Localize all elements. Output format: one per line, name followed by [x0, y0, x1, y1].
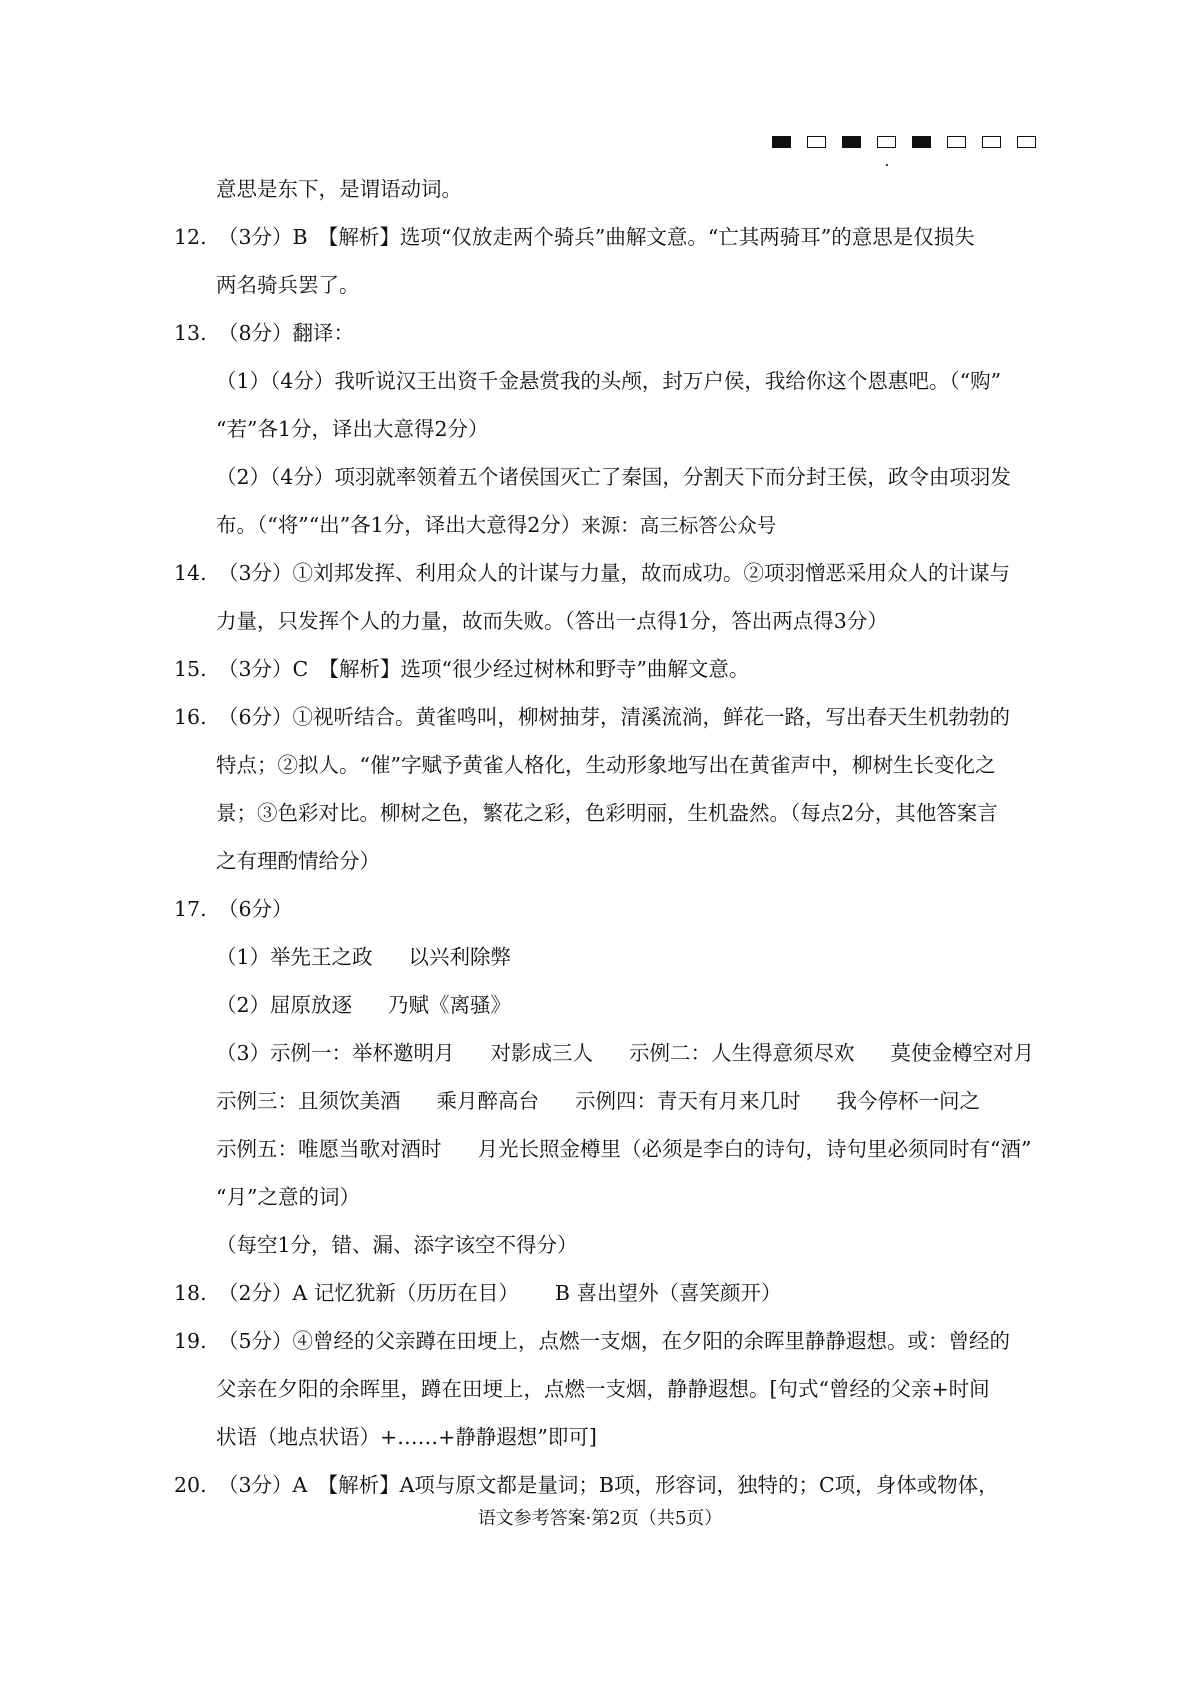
answer-text — [218, 1461, 999, 1509]
source-note: 来源：高三标答公众号 — [581, 514, 777, 537]
question-number: 17. — [174, 897, 207, 921]
answer-sentence: 状语（地点状语）+……+静静遐想”即可] — [216, 1425, 597, 1449]
answer-line — [0, 549, 1200, 597]
answer-sentence: 之有理酌情给分） — [216, 849, 380, 873]
answer-part: 乃赋《离骚》 — [388, 993, 512, 1017]
answer-text — [216, 1365, 990, 1413]
header-mark-empty — [1017, 136, 1036, 148]
answer-line — [0, 357, 1200, 405]
answer-line — [0, 981, 1200, 1029]
page-footer: 语文参考答案·第2页（共5页） — [477, 1508, 723, 1529]
answer-text — [216, 741, 995, 789]
answer-text — [216, 405, 489, 453]
header-mark-empty — [807, 136, 826, 148]
answer-text — [216, 453, 1011, 501]
answer-line — [0, 1221, 1200, 1269]
answer-text — [216, 789, 998, 837]
answer-sentence: 布。（“将”“出”各1分，译出大意得2分） — [216, 513, 582, 537]
answer-text — [218, 1317, 1010, 1365]
question-number: 16. — [174, 705, 207, 729]
answer-sentence: （5分）④曾经的父亲蹲在田埂上，点燃一支烟，在夕阳的余晖里静静遐想。或：曾经的 — [218, 1329, 1011, 1353]
answer-text — [216, 981, 511, 1029]
answer-line — [0, 741, 1200, 789]
header-mark-filled — [772, 136, 791, 148]
answer-line — [0, 1269, 1200, 1317]
answer-sentence: 力量，只发挥个人的力量，故而失败。（答出一点得1分，答出两点得3分） — [216, 609, 888, 633]
header-marks — [772, 136, 1052, 148]
answer-line — [0, 1317, 1200, 1365]
answer-sentence: 意思是东下，是谓语动词。 — [216, 177, 462, 201]
question-number: 19. — [174, 1329, 207, 1353]
answer-sentence: （3分）B 【解析】选项“仅放走两个骑兵”曲解文意。“亡其两骑耳”的意思是仅损失 — [218, 225, 975, 249]
answer-part: B 喜出望外（喜笑颜开） — [554, 1281, 782, 1305]
answer-text — [216, 1173, 360, 1221]
answer-line — [0, 693, 1200, 741]
answer-line — [0, 1077, 1200, 1125]
answer-part: （2分）A 记忆犹新（历历在目） — [218, 1281, 519, 1305]
answer-part: （3）示例一：举杯邀明月 — [216, 1041, 455, 1065]
question-number: 20. — [174, 1473, 207, 1497]
answer-sentence: “月”之意的词） — [216, 1185, 360, 1209]
answer-text — [218, 309, 354, 357]
answer-sentence: “若”各1分，译出大意得2分） — [216, 417, 489, 441]
answer-line — [0, 1125, 1200, 1173]
answer-line — [0, 1365, 1200, 1413]
question-number: 14. — [174, 561, 207, 585]
answer-part: 我今停杯一问之 — [836, 1089, 980, 1113]
answer-sentence: （3分）A 【解析】A项与原文都是量词；B项，形容词，独特的；C项，身体或物体， — [218, 1473, 999, 1497]
header-mark-empty — [877, 136, 896, 148]
answer-line — [0, 213, 1200, 261]
answer-text — [216, 165, 462, 213]
answer-line — [0, 933, 1200, 981]
question-number: 13. — [174, 321, 207, 345]
answer-line — [0, 645, 1200, 693]
answer-sentence: 两名骑兵罢了。 — [216, 273, 360, 297]
answer-text — [216, 501, 776, 550]
answer-text — [218, 693, 1010, 741]
answer-sentence: （1）（4分）我听说汉王出资千金悬赏我的头颅，封万户侯，我给你这个恩惠吧。（“购” — [216, 369, 1002, 393]
answer-sentence: 特点；②拟人。“催”字赋予黄雀人格化，生动形象地写出在黄雀声中，柳树生长变化之 — [216, 753, 996, 777]
header-mark-filled — [912, 136, 931, 148]
answer-text — [216, 837, 380, 885]
answer-text — [216, 933, 511, 981]
answer-line — [0, 789, 1200, 837]
answer-line — [0, 309, 1200, 357]
header-mark-empty — [947, 136, 966, 148]
answer-line — [0, 597, 1200, 645]
answer-sentence: （6分） — [218, 897, 293, 921]
answer-part: 示例三：且须饮美酒 — [216, 1089, 401, 1113]
answer-line — [0, 885, 1200, 933]
answer-sentence: （3分）①刘邦发挥、利用众人的计谋与力量，故而成功。②项羽憎恶采用众人的计谋与 — [218, 561, 1011, 585]
answer-part: 乘月醉高台 — [436, 1089, 539, 1113]
answer-text — [216, 1125, 1031, 1173]
answer-line — [0, 1461, 1200, 1509]
answer-line — [0, 1413, 1200, 1461]
answer-line — [0, 165, 1200, 213]
answer-line — [0, 501, 1200, 549]
answer-line — [0, 453, 1200, 501]
answer-sentence: （每空1分，错、漏、添字该空不得分） — [216, 1233, 578, 1257]
answer-text — [216, 1077, 980, 1125]
answer-text — [216, 597, 888, 645]
answer-text — [218, 645, 749, 693]
answer-line — [0, 1029, 1200, 1077]
answer-sentence: （8分）翻译： — [218, 321, 355, 345]
answer-text — [216, 1221, 578, 1269]
question-number: 18. — [174, 1281, 207, 1305]
answer-part: （2）屈原放逐 — [216, 993, 353, 1017]
answer-text — [218, 549, 1010, 597]
answer-sentence: 景；③色彩对比。柳树之色，繁花之彩，色彩明丽，生机盎然。（每点2分，其他答案言 — [216, 801, 998, 825]
answer-text — [216, 357, 1001, 405]
answer-line — [0, 1173, 1200, 1221]
answer-sentence: 父亲在夕阳的余晖里，蹲在田埂上，点燃一支烟，静静遐想。[句式“曾经的父亲+时间 — [216, 1377, 990, 1401]
answer-text — [218, 213, 975, 261]
question-number: 12. — [174, 225, 207, 249]
answer-sentence: （3分）C 【解析】选项“很少经过树林和野寺”曲解文意。 — [218, 657, 750, 681]
answer-sentence: （2）（4分）项羽就率领着五个诸侯国灭亡了秦国，分割天下而分封王侯，政令由项羽发 — [216, 465, 1011, 489]
answer-content — [0, 165, 1200, 1509]
question-number: 15. — [174, 657, 207, 681]
answer-text — [216, 261, 360, 309]
answer-text — [216, 1029, 1034, 1077]
answer-part: 以兴利除弊 — [408, 945, 512, 969]
header-mark-empty — [982, 136, 1001, 148]
answer-sentence: （6分）①视听结合。黄雀鸣叫，柳树抽芽，清溪流淌，鲜花一路，写出春天生机勃勃的 — [218, 705, 1011, 729]
answer-text — [218, 1269, 781, 1317]
answer-part: 示例五：唯愿当歌对酒时 — [216, 1137, 442, 1161]
answer-part: 月光长照金樽里（必须是李白的诗句，诗句里必须同时有“酒” — [477, 1137, 1032, 1161]
answer-line — [0, 405, 1200, 453]
answer-part: 示例四：青天有月来几时 — [575, 1089, 801, 1113]
answer-part: 对影成三人 — [490, 1041, 594, 1065]
answer-line — [0, 261, 1200, 309]
answer-line — [0, 837, 1200, 885]
header-mark-filled — [842, 136, 861, 148]
answer-part: 示例二：人生得意须尽欢 — [629, 1041, 855, 1065]
answer-text — [218, 885, 293, 933]
answer-part: 莫使金樽空对月 — [890, 1041, 1035, 1065]
answer-text — [216, 1413, 597, 1461]
answer-part: （1）举先王之政 — [216, 945, 373, 969]
